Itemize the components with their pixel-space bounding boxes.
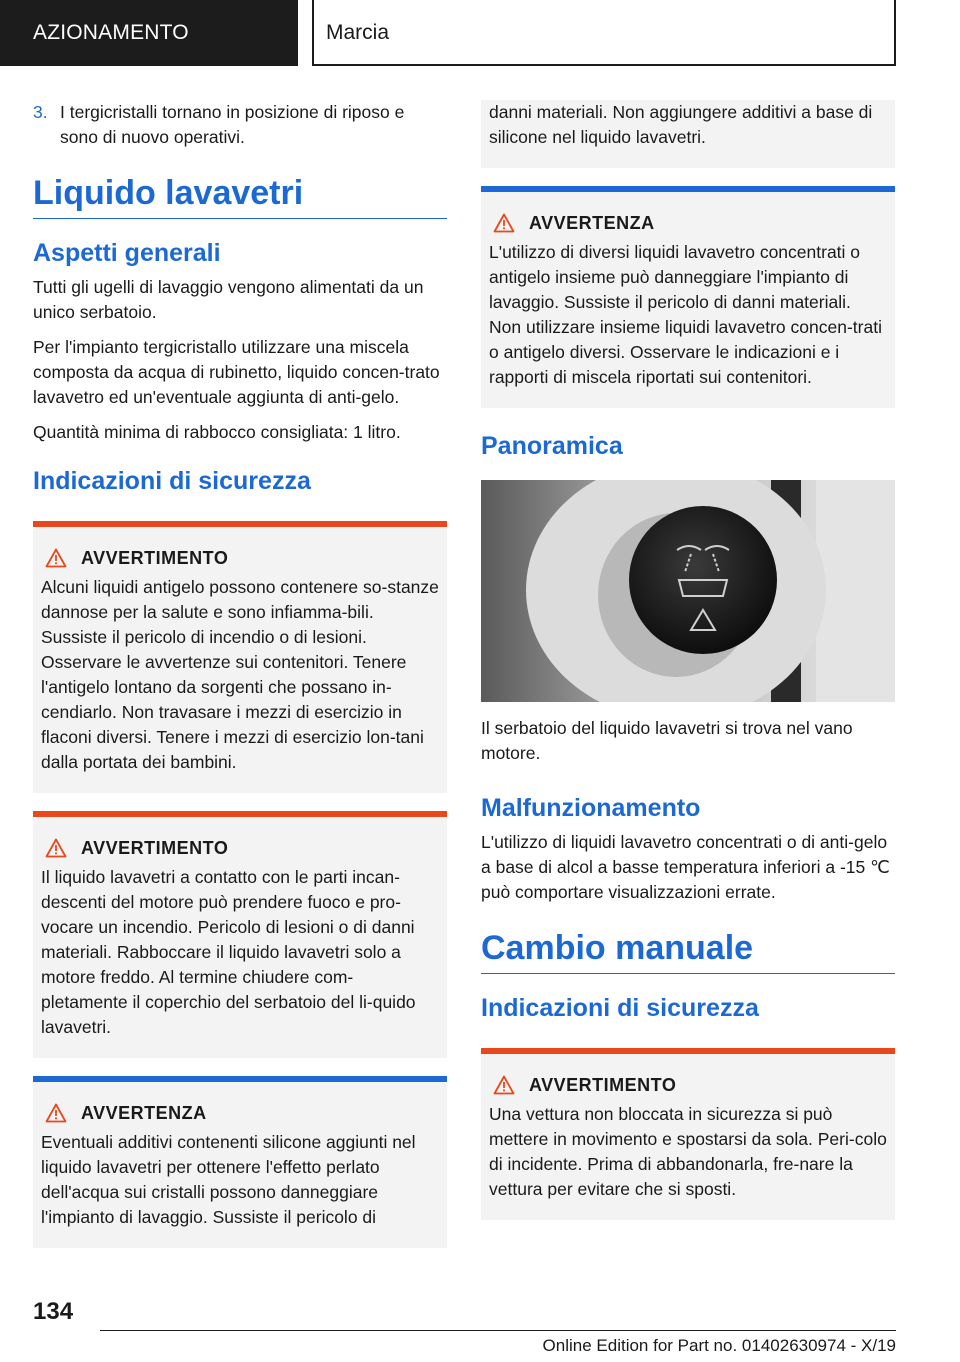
- footer-edition: Online Edition for Part no. 01402630974 - X/19: [542, 1336, 896, 1355]
- warning-triangle-icon: [493, 1075, 515, 1095]
- right-column: [481, 100, 895, 1238]
- warning-title-text: AVVERTIMENTO: [81, 837, 229, 858]
- page-number: 134: [33, 1298, 74, 1325]
- warning-triangle-icon: [493, 213, 515, 233]
- warning-box: [33, 811, 447, 1058]
- paragraph: Il serbatoio del liquido lavavetri si trova nel vano motore.: [481, 718, 853, 763]
- warning-box: [481, 1048, 895, 1220]
- section-tab: AZIONAMENTO: [0, 0, 298, 66]
- warning-title: [41, 835, 439, 861]
- step-text: I tergicristalli tornano in posizione di riposo e sono di nuovo operativi.: [60, 102, 405, 147]
- note-body: Eventuali additivi contenenti silicone aggiunti nel liquido lavavetri per ottenere l'effetto perlato dell'acqua sui cristalli possono danneggiare l'impianto di lavaggio. Sussiste il pericolo di: [41, 1132, 416, 1227]
- warning-triangle-icon: [45, 838, 67, 858]
- section-heading-washer-fluid: Liquido lavavetri: [33, 172, 447, 219]
- note-title-text: AVVERTENZA: [529, 212, 655, 233]
- paragraph: Quantità minima di rabbocco consigliata: 1 litro.: [33, 422, 401, 442]
- paragraph: L'utilizzo di liquidi lavavetro concentrati o di anti-gelo a base di alcol a basse temperatura inferiori a -15 ℃ può comportare visualizzazioni errate.: [481, 832, 890, 902]
- note-body: danni materiali. Non aggiungere additivi a base di silicone nel liquido lavavetri.: [489, 102, 873, 147]
- note-body: L'utilizzo di diversi liquidi lavavetro concentrati o antigelo insieme può danneggiare l'impianto di lavaggio. Sussiste il pericolo di danni materiali. Non utilizzare insieme liquidi lavavetro concen-trati o antigelo diversi. Osservare le indicazioni e i rapporti di miscela riportati sui contenitori.: [489, 242, 882, 387]
- step-item: [33, 100, 447, 150]
- footer-divider: [100, 1330, 896, 1331]
- subheading-malfunction: Malfunzionamento: [481, 794, 701, 822]
- warning-title: [41, 545, 439, 571]
- topic-tab: Marcia: [312, 0, 896, 66]
- warning-title-text: AVVERTIMENTO: [529, 1074, 677, 1095]
- warning-triangle-icon: [45, 1103, 67, 1123]
- section-heading-manual-gearbox: Cambio manuale: [481, 927, 895, 974]
- subheading-general: Aspetti generali: [33, 239, 221, 267]
- paragraph: Per l'impianto tergicristallo utilizzare una miscela composta da acqua di rubinetto, liquido concen-trato lavavetro ed un'eventuale aggiunta di anti-gelo.: [33, 337, 440, 407]
- paragraph: Tutti gli ugelli di lavaggio vengono alimentati da un unico serbatoio.: [33, 277, 424, 322]
- washer-fluid-reservoir-image: [481, 480, 895, 702]
- warning-triangle-icon: [45, 548, 67, 568]
- warning-box: [33, 521, 447, 793]
- warning-title: [489, 1072, 887, 1098]
- subheading-overview: Panoramica: [481, 432, 623, 460]
- note-title-text: AVVERTENZA: [81, 1102, 207, 1123]
- step-number: 3.: [33, 102, 48, 122]
- subheading-safety: Indicazioni di sicurezza: [481, 994, 759, 1022]
- warning-body: Alcuni liquidi antigelo possono contenere so-stanze dannose per la salute e sono infiamma-bili. Sussiste il pericolo di incendio o di lesioni. Osservare le avvertenze sui contenitori. Tenere l'antigelo lontano da sorgenti che possano in-cendiarlo. Non travasare i mezzi di esercizio in flaconi diversi. Tenere i mezzi di esercizio lon-tani dalla portata dei bambini.: [41, 577, 439, 772]
- note-box: [481, 186, 895, 408]
- warning-body: Il liquido lavavetri a contatto con le parti incan-descenti del motore può prendere fuoco e pro-vocare un incendio. Pericolo di lesioni o di danni materiali. Rabboccare il liquido lavavetri solo a motore freddo. Al termine chiudere com-pletamente il coperchio del serbatoio del li-quido lavavetri.: [41, 867, 416, 1037]
- note-title: [41, 1100, 439, 1126]
- left-column: [33, 100, 447, 1266]
- warning-title-text: AVVERTIMENTO: [81, 547, 229, 568]
- note-box-continued: [481, 100, 895, 168]
- warning-body: Una vettura non bloccata in sicurezza si può mettere in movimento e spostarsi da sola. Peri-colo di incidente. Prima di abbandonarla, fre-nare la vettura per evitare che si sposti.: [489, 1104, 887, 1199]
- subheading-safety: Indicazioni di sicurezza: [33, 467, 311, 495]
- note-box: [33, 1076, 447, 1248]
- note-title: [489, 210, 887, 236]
